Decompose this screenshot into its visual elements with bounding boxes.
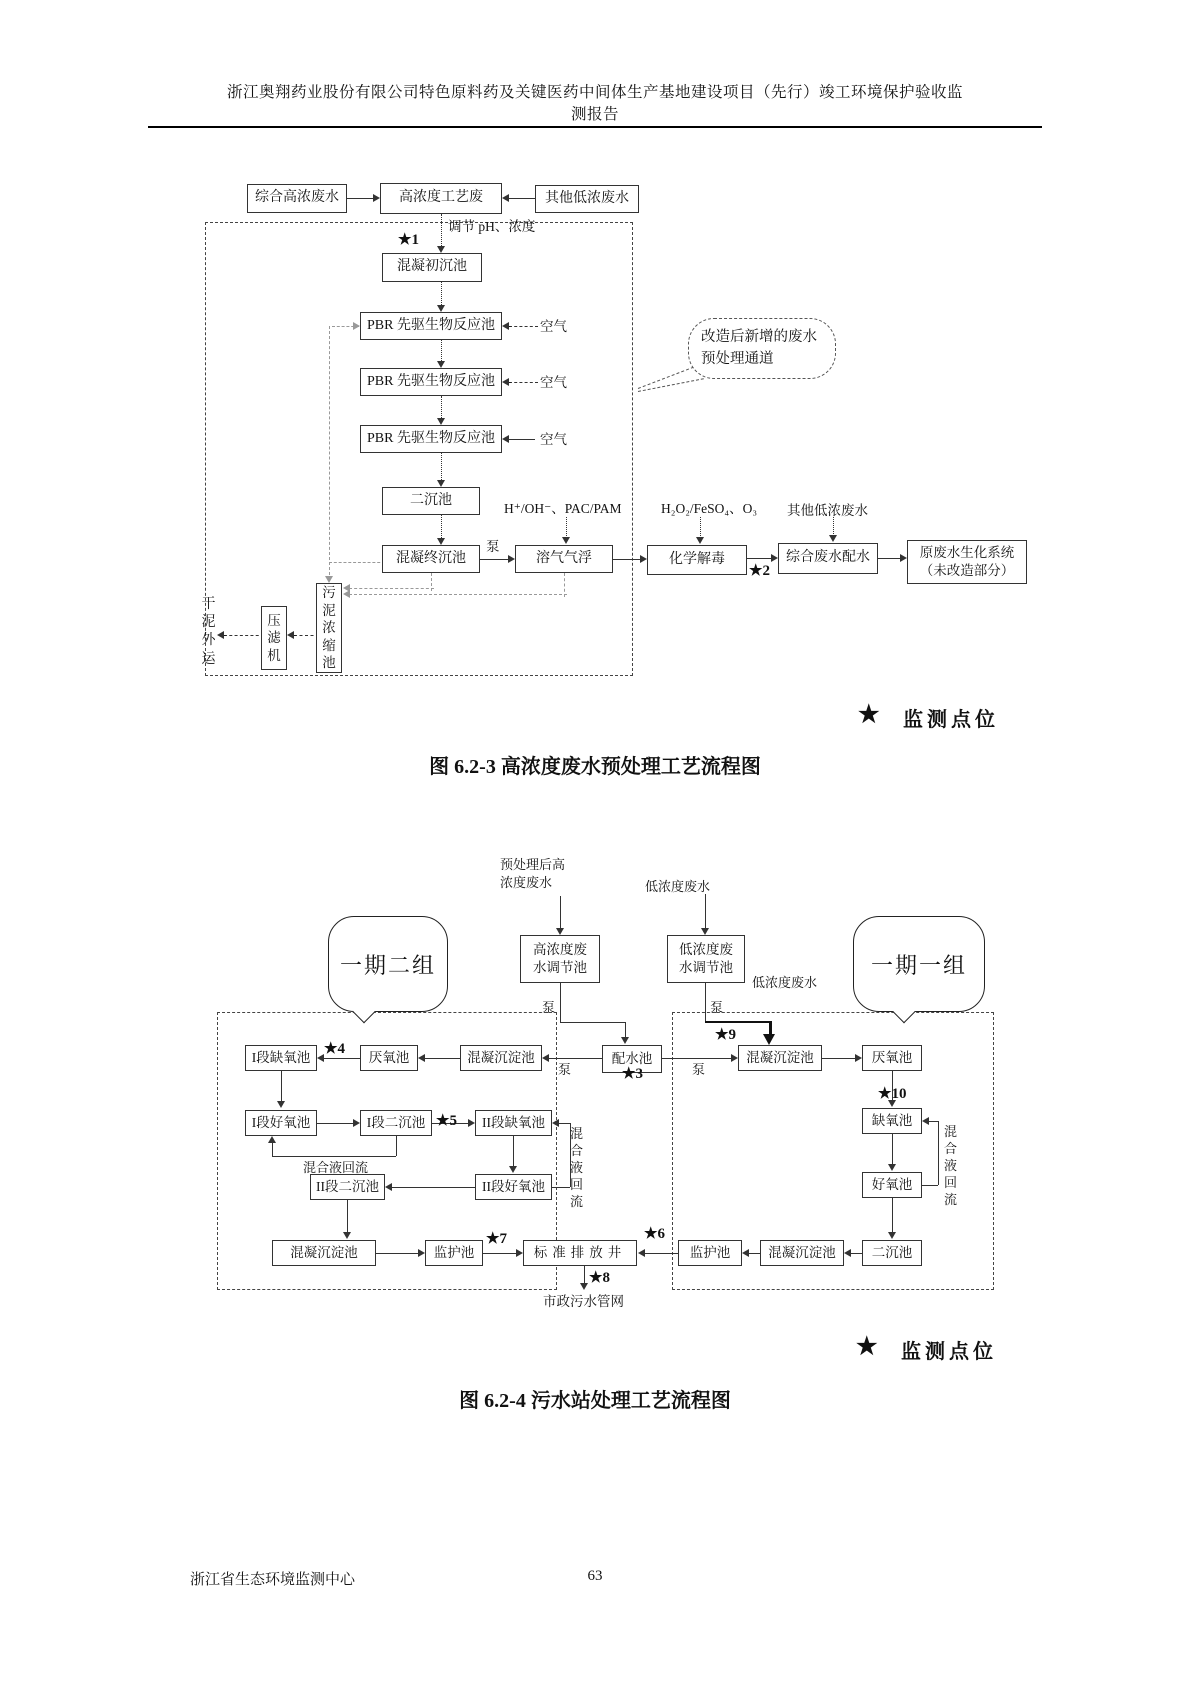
d2-box-l-clarifier1: I段二沉池: [360, 1110, 432, 1136]
flow-line: [938, 1121, 939, 1185]
arrowhead: [277, 1101, 285, 1108]
d1-label-air2: 空气: [540, 375, 567, 390]
d1-box-distribution: 综合废水配水: [778, 543, 878, 574]
arrowhead: [696, 537, 704, 544]
flow-line: [317, 1123, 353, 1124]
arrowhead: [373, 194, 380, 202]
arrowhead: [502, 194, 509, 202]
flow-line: [324, 1058, 360, 1059]
report-title-line1: 浙江奥翔药业股份有限公司特色原料药及关键医药中间体生产基地建设项目（先行）竣工环境保护验收监: [226, 84, 963, 101]
flow-line: [747, 558, 772, 559]
arrowhead: [353, 322, 360, 330]
d2-bubble-phase1-group1: 一期一组: [853, 916, 985, 1012]
d2-box-l-anoxic2: II段缺氧池: [475, 1110, 552, 1136]
flow-line: [878, 558, 901, 559]
arrowhead: [385, 1183, 392, 1191]
arrowhead: [552, 1119, 559, 1127]
d2-box-hc-adjust: 高浓度废水调节池: [520, 935, 600, 983]
d2-box-l-anoxic1: I段缺氧池: [245, 1045, 317, 1071]
d2-label-pretreated-high: 预处理后高浓度废水: [500, 857, 566, 890]
flow-line: [349, 588, 434, 589]
d1-box-pbr1: PBR 先驱生物反应池: [360, 312, 502, 340]
flow-line: [892, 1198, 893, 1234]
arrowhead: [508, 555, 515, 563]
arrowhead: [516, 1249, 523, 1257]
d2-label-mixed-return3: 混合液回流: [943, 1124, 957, 1207]
arrowhead: [509, 1166, 517, 1173]
d2-box-l-coag2: 混凝沉淀池: [272, 1240, 376, 1266]
d2-label-pump-left: 泵: [558, 1062, 572, 1077]
d1-box-comprehensive-high: 综合高浓废水: [247, 184, 347, 213]
d1-box-other-low: 其他低浓废水: [535, 185, 639, 213]
d2-caption: 图 6.2-4 污水站处理工艺流程图: [459, 1390, 731, 1412]
d1-box-pbr3: PBR 先驱生物反应池: [360, 425, 502, 453]
arrowhead: [268, 1136, 276, 1143]
arrowhead: [353, 1119, 360, 1127]
arrowhead: [343, 1232, 351, 1239]
arrowhead: [217, 631, 224, 639]
d1-box-mix-primary: 混凝初沉池: [382, 253, 482, 282]
d1-box-high-process: 高浓度工艺废: [380, 183, 502, 214]
arrowhead: [418, 1054, 425, 1062]
d2-box-r-anoxic: 缺氧池: [862, 1108, 922, 1134]
d2-box-l-clarifier2: II段二沉池: [310, 1174, 385, 1200]
arrowhead: [325, 576, 333, 583]
d1-box-filter-press: 压滤机: [261, 606, 287, 670]
d2-box-r-anaerobic: 厌氧池: [862, 1045, 922, 1071]
arrowhead: [829, 535, 837, 542]
d2-legend-label: 监测点位: [901, 1341, 997, 1363]
d2-box-distribution-pool: 配水池: [602, 1045, 662, 1073]
flow-line: [645, 1253, 678, 1254]
d1-box-sludge-thickener: 污泥浓缩池: [316, 583, 342, 673]
flow-line: [396, 1136, 397, 1156]
arrowhead: [437, 246, 445, 253]
d1-label-pump: 泵: [486, 539, 500, 554]
d2-box-r-aerobic: 好氧池: [862, 1172, 922, 1198]
arrowhead: [556, 928, 564, 935]
d1-legend-label: 监测点位: [903, 709, 999, 731]
flow-line: [850, 1253, 862, 1254]
flow-line: [560, 1022, 625, 1023]
d2-star9: ★9: [715, 1027, 736, 1043]
flow-line: [892, 1134, 893, 1167]
arrowhead: [502, 322, 509, 330]
d2-label-pump-right: 泵: [692, 1062, 706, 1077]
d2-box-r-clarifier: 二沉池: [862, 1240, 922, 1266]
flow-line: [424, 1058, 460, 1059]
arrowhead: [900, 554, 907, 562]
d2-star3: ★3: [622, 1066, 643, 1082]
arrowhead: [701, 928, 709, 935]
arrowhead: [742, 1249, 749, 1257]
d2-label-low2: 低浓度废水: [752, 975, 818, 990]
flow-line: [705, 894, 706, 930]
flow-line: [349, 594, 567, 595]
flow-line: [441, 214, 442, 250]
arrowhead: [638, 1249, 645, 1257]
arrowhead: [731, 1054, 738, 1062]
flow-line: [705, 1021, 769, 1023]
arrowhead: [888, 1164, 896, 1171]
d1-legend-star-icon: ★: [858, 702, 880, 728]
flow-line: [329, 562, 385, 563]
arrowhead: [418, 1249, 425, 1257]
arrowhead: [844, 1249, 851, 1257]
arrowhead: [640, 555, 647, 563]
footer-page-number: 63: [587, 1568, 603, 1584]
arrowhead: [437, 361, 445, 368]
arrowhead: [287, 631, 294, 639]
flow-line: [560, 896, 561, 930]
d2-box-outfall: 标准排放井: [523, 1240, 637, 1266]
d2-box-r-coag1: 混凝沉淀池: [738, 1045, 822, 1071]
d2-box-r-coag2: 混凝沉淀池: [760, 1240, 844, 1266]
flow-line: [558, 1123, 570, 1124]
flow-line: [560, 983, 561, 1022]
arrowhead: [502, 378, 509, 386]
d1-box-mix-final: 混凝终沉池: [382, 545, 480, 573]
flow-line: [922, 1185, 938, 1186]
header-rule: [148, 126, 1042, 128]
d2-box-l-aerobic2: II段好氧池: [475, 1174, 552, 1200]
arrowhead: [542, 1054, 549, 1062]
arrowhead: [437, 480, 445, 487]
flow-line: [509, 326, 538, 327]
flow-line: [329, 326, 330, 565]
flow-line: [347, 1200, 348, 1234]
flow-line: [347, 198, 374, 199]
flow-line: [822, 1058, 856, 1059]
d2-label-pump-lc: 泵: [710, 1000, 724, 1015]
arrowhead: [580, 1283, 588, 1290]
d1-caption: 图 6.2-3 高浓度废水预处理工艺流程图: [429, 756, 761, 778]
d1-star1: ★1: [398, 232, 419, 248]
flow-line: [224, 635, 264, 636]
d1-box-pbr2: PBR 先驱生物反应池: [360, 368, 502, 396]
flow-line: [749, 1253, 760, 1254]
d2-box-l-anaerobic: 厌氧池: [360, 1045, 418, 1071]
report-title-line2: 测报告: [570, 106, 619, 123]
flow-line: [272, 1156, 396, 1157]
d2-box-l-guard: 监护池: [425, 1240, 483, 1266]
d2-label-mixed-return1: 混合液回流: [303, 1160, 369, 1175]
arrowhead: [468, 1119, 475, 1127]
d1-label-dosing-pac: H⁺/OH⁻、PAC/PAM: [504, 501, 622, 516]
d1-callout-new-channel: 改造后新增的废水预处理通道: [688, 318, 836, 379]
flow-line: [662, 1058, 731, 1059]
d2-star10: ★10: [878, 1086, 907, 1102]
d1-label-dry-sludge: 干泥外运: [201, 597, 216, 667]
d2-label-low1: 低浓度废水: [645, 879, 711, 894]
arrowhead: [502, 435, 509, 443]
flow-line: [513, 1136, 514, 1168]
flow-line: [509, 198, 535, 199]
arrowhead: [437, 305, 445, 312]
d2-star4: ★4: [324, 1041, 345, 1057]
arrowhead: [437, 418, 445, 425]
d1-box-daf: 溶气气浮: [515, 545, 613, 573]
arrowhead: [922, 1117, 929, 1125]
arrowhead: [343, 584, 350, 592]
arrowhead: [562, 537, 570, 544]
d2-box-lc-adjust: 低浓度废水调节池: [667, 935, 745, 983]
d2-star6: ★6: [644, 1226, 665, 1242]
flow-line: [509, 439, 535, 440]
d1-label-air3: 空气: [540, 432, 567, 447]
d2-label-pump-hc: 泵: [542, 1000, 556, 1015]
flow-line: [483, 1253, 517, 1254]
flow-line: [549, 1058, 602, 1059]
arrowhead: [763, 1034, 775, 1045]
arrowhead: [621, 1037, 629, 1044]
footer-organization: 浙江省生态环境监测中心: [190, 1572, 356, 1588]
d1-box-secondary-clarifier: 二沉池: [382, 487, 480, 515]
arrowhead: [437, 538, 445, 545]
d2-label-mixed-return2: 混合液回流: [569, 1126, 583, 1209]
arrowhead: [855, 1054, 862, 1062]
d1-star2: ★2: [749, 563, 770, 579]
d1-label-other-low2: 其他低浓废水: [787, 503, 868, 518]
d2-bubble-phase1-group2: 一期二组: [328, 916, 448, 1012]
d2-box-l-aerobic1: I段好氧池: [245, 1110, 317, 1136]
arrowhead: [317, 1054, 324, 1062]
flow-line: [281, 1071, 282, 1103]
flow-line: [613, 559, 641, 560]
d2-label-municipal-sewer: 市政污水管网: [543, 1294, 624, 1309]
flow-line: [391, 1187, 475, 1188]
d1-box-chem-detox: 化学解毒: [647, 545, 747, 575]
d1-box-original-bio: 原废水生化系统（未改造部分）: [907, 540, 1027, 584]
d1-label-air1: 空气: [540, 319, 567, 334]
arrowhead: [771, 554, 778, 562]
flow-line: [376, 1253, 419, 1254]
arrowhead: [888, 1232, 896, 1239]
d2-legend-star-icon: ★: [856, 1334, 878, 1360]
d2-star5: ★5: [436, 1113, 457, 1129]
d1-label-dosing-fenton: H₂O₂/FeSO₄、O₃: [661, 501, 758, 516]
d1-label-adjust-ph: 调节 pH、浓度: [448, 219, 536, 234]
d2-box-r-guard: 监护池: [678, 1240, 742, 1266]
flow-line: [705, 983, 706, 1022]
flow-line: [509, 382, 538, 383]
flow-line: [928, 1121, 938, 1122]
flow-line: [480, 559, 509, 560]
d2-star8: ★8: [589, 1270, 610, 1286]
d2-star7: ★7: [486, 1231, 507, 1247]
d2-box-l-coag1: 混凝沉淀池: [460, 1045, 542, 1071]
